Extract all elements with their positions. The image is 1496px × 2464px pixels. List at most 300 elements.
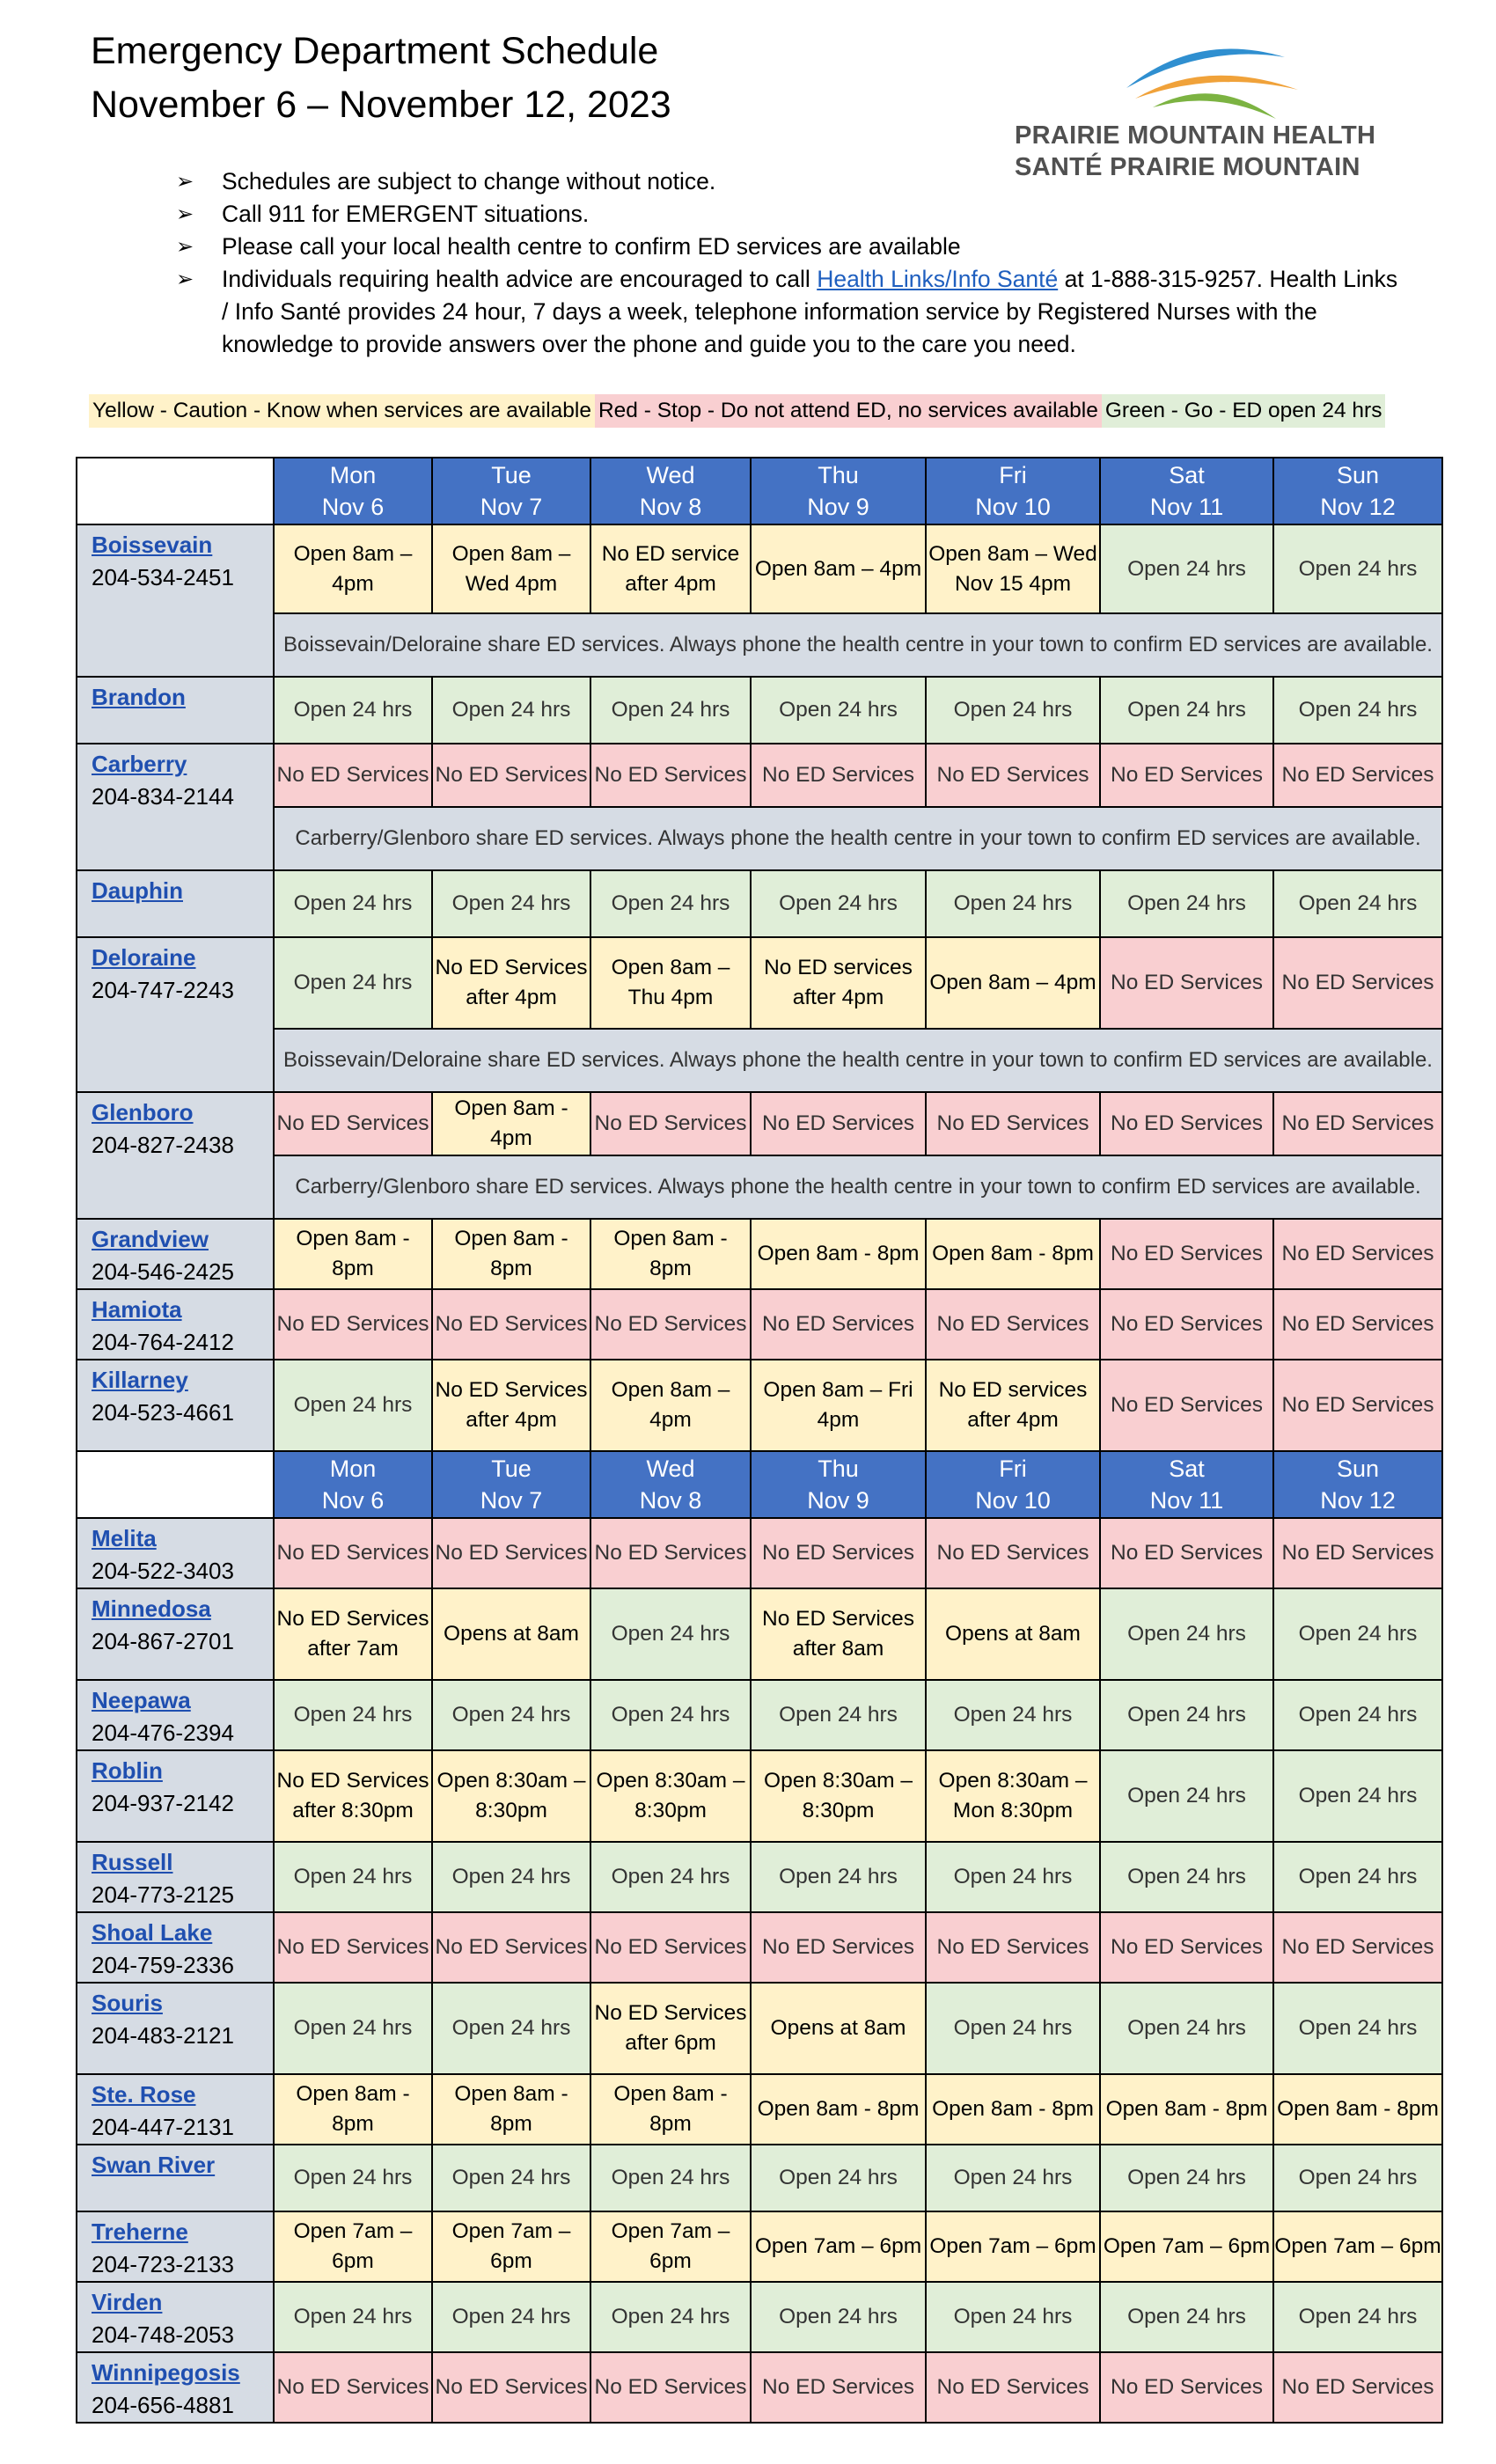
schedule-cell: Open 24 hrs	[751, 1842, 926, 1912]
location-link-carberry[interactable]: Carberry	[92, 751, 187, 777]
legend-green: Green - Go - ED open 24 hrs	[1102, 394, 1386, 428]
schedule-cell: Open 24 hrs	[1273, 870, 1442, 937]
notice-item: ➢ Please call your local health centre to confirm ED services are available	[176, 231, 1408, 263]
schedule-cell: No ED Services after 8am	[751, 1588, 926, 1680]
shared-services-note: Boissevain/Deloraine share ED services. Always phone the health centre in your town to confirm ED services are available.	[274, 613, 1442, 677]
location-cell	[77, 2074, 274, 2145]
schedule-cell: Open 24 hrs	[274, 1360, 432, 1451]
schedule-cell: No ED Services	[1100, 2352, 1273, 2423]
location-cell	[77, 1842, 274, 1912]
location-phone: 204-447-2131	[92, 2114, 234, 2140]
location-row-brandon	[77, 677, 1442, 744]
location-row-souris	[77, 1983, 1442, 2074]
day-header-wed	[590, 458, 751, 524]
schedule-cell: Open 24 hrs	[432, 870, 590, 937]
schedule-cell: No ED Services	[1273, 1518, 1442, 1588]
schedule-cell: Open 8am – Wed 4pm	[432, 524, 590, 613]
schedule-cell: No ED Services	[751, 1289, 926, 1360]
location-cell	[77, 524, 274, 677]
schedule-cell: No ED Services	[274, 1092, 432, 1155]
schedule-cell: Open 8am – Wed Nov 15 4pm	[926, 524, 1100, 613]
schedule-cell: Open 24 hrs	[751, 677, 926, 744]
location-cell	[77, 1219, 274, 1289]
schedule-cell: Open 8am - 8pm	[1273, 2074, 1442, 2145]
schedule-cell: No ED Services	[590, 744, 751, 807]
schedule-cell: Open 24 hrs	[432, 2145, 590, 2211]
day-date: Nov 7	[480, 494, 543, 520]
day-header-row	[77, 458, 1442, 524]
notice-list	[176, 165, 1408, 361]
schedule-cell: Open 24 hrs	[926, 1842, 1100, 1912]
schedule-cell: Open 7am – 6pm	[274, 2211, 432, 2282]
schedule-cell: No ED Services after 4pm	[432, 937, 590, 1029]
notice-item: ➢ Call 911 for EMERGENT situations.	[176, 198, 1408, 231]
location-row-winnipegosis	[77, 2352, 1442, 2423]
day-name: Mon	[329, 462, 377, 488]
schedule-cell: Open 24 hrs	[590, 870, 751, 937]
shared-services-row	[77, 613, 1442, 677]
day-name: Thu	[818, 1456, 859, 1482]
day-header-fri	[926, 458, 1100, 524]
location-link-roblin[interactable]: Roblin	[92, 1757, 163, 1784]
day-name: Tue	[491, 1456, 532, 1482]
header-blank-cell	[77, 1451, 274, 1518]
schedule-cell: Open 24 hrs	[1273, 1588, 1442, 1680]
day-header-sun	[1273, 1451, 1442, 1518]
schedule-cell: Open 24 hrs	[432, 1983, 590, 2074]
day-header-sat	[1100, 1451, 1273, 1518]
schedule-cell: Open 24 hrs	[926, 2282, 1100, 2352]
day-date: Nov 6	[321, 494, 385, 520]
schedule-cell: Open 24 hrs	[1273, 1750, 1442, 1842]
schedule-cell: Open 8am - 8pm	[432, 1219, 590, 1289]
schedule-cell: Open 24 hrs	[1100, 870, 1273, 937]
schedule-cell: No ED Services	[1273, 1912, 1442, 1983]
schedule-cell: Open 24 hrs	[751, 870, 926, 937]
schedule-cell: Open 8am - 8pm	[1100, 2074, 1273, 2145]
schedule-cell: Open 8:30am – 8:30pm	[590, 1750, 751, 1842]
location-cell	[77, 937, 274, 1092]
schedule-cell: Open 7am – 6pm	[751, 2211, 926, 2282]
schedule-cell: No ED Services	[751, 1092, 926, 1155]
location-phone: 204-773-2125	[92, 1881, 234, 1908]
day-header-sat	[1100, 458, 1273, 524]
schedule-cell: Open 8am – 4pm	[590, 1360, 751, 1451]
schedule-cell: Open 8am - 8pm	[432, 2074, 590, 2145]
arrow-bullet-icon: ➢	[176, 170, 194, 194]
schedule-cell: Open 24 hrs	[1100, 2145, 1273, 2211]
title-line-1: Emergency Department Schedule	[91, 30, 659, 72]
location-cell	[77, 1360, 274, 1451]
location-link-minnedosa[interactable]: Minnedosa	[92, 1595, 211, 1622]
location-row-boissevain	[77, 524, 1442, 613]
schedule-cell: No ED Services after 7am	[274, 1588, 432, 1680]
schedule-cell: Open 24 hrs	[1100, 1983, 1273, 2074]
schedule-cell: No ED Services	[432, 1518, 590, 1588]
schedule-cell: No ED Services	[590, 1289, 751, 1360]
location-row-neepawa	[77, 1680, 1442, 1750]
location-link-dauphin[interactable]: Dauphin	[92, 877, 183, 904]
location-cell	[77, 870, 274, 937]
location-link-killarney[interactable]: Killarney	[92, 1367, 188, 1393]
schedule-cell: Open 8am - 4pm	[432, 1092, 590, 1155]
schedule-cell: Opens at 8am	[432, 1588, 590, 1680]
schedule-cell: Open 24 hrs	[926, 870, 1100, 937]
schedule-cell: Opens at 8am	[751, 1983, 926, 2074]
schedule-cell: Open 24 hrs	[274, 937, 432, 1029]
schedule-cell: No ED Services	[926, 2352, 1100, 2423]
schedule-cell: No ED Services	[432, 2352, 590, 2423]
day-name: Sun	[1336, 462, 1380, 488]
schedule-cell: No ED Services	[432, 1289, 590, 1360]
day-date: Nov 6	[321, 1487, 385, 1514]
location-link-grandview[interactable]: Grandview	[92, 1226, 209, 1252]
location-link-hamiota[interactable]: Hamiota	[92, 1296, 182, 1323]
schedule-cell: Open 8am - 8pm	[274, 1219, 432, 1289]
schedule-cell: Open 24 hrs	[1100, 1842, 1273, 1912]
schedule-cell: No ED Services	[274, 744, 432, 807]
schedule-cell: Open 24 hrs	[590, 1588, 751, 1680]
schedule-cell: Open 24 hrs	[1273, 677, 1442, 744]
location-cell	[77, 1912, 274, 1983]
location-row-carberry	[77, 744, 1442, 807]
schedule-cell: Open 24 hrs	[432, 677, 590, 744]
location-link-russell[interactable]: Russell	[92, 1849, 173, 1875]
shared-services-row	[77, 1029, 1442, 1092]
schedule-cell: Open 24 hrs	[274, 1680, 432, 1750]
location-cell	[77, 1588, 274, 1680]
schedule-cell: Open 24 hrs	[1100, 2282, 1273, 2352]
location-link-melita[interactable]: Melita	[92, 1525, 157, 1551]
schedule-cell: Open 24 hrs	[590, 1842, 751, 1912]
schedule-cell: Open 24 hrs	[1273, 1680, 1442, 1750]
schedule-cell: No ED Services	[926, 744, 1100, 807]
location-cell	[77, 744, 274, 870]
day-date: Nov 11	[1149, 1487, 1224, 1514]
schedule-cell: No ED Services	[1273, 937, 1442, 1029]
schedule-cell: No ED Services	[274, 1289, 432, 1360]
schedule-cell: Open 8am – Thu 4pm	[590, 937, 751, 1029]
schedule-cell: Open 8am - 8pm	[926, 2074, 1100, 2145]
location-row-glenboro	[77, 1092, 1442, 1155]
schedule-cell: Open 24 hrs	[1273, 524, 1442, 613]
schedule-cell: Open 8:30am – 8:30pm	[751, 1750, 926, 1842]
day-header-mon	[274, 458, 432, 524]
day-date: Nov 7	[480, 1487, 543, 1514]
header-blank-cell	[77, 458, 274, 524]
schedule-cell: No ED Services	[1100, 1360, 1273, 1451]
schedule-cell: Open 24 hrs	[1100, 1750, 1273, 1842]
location-link-treherne[interactable]: Treherne	[92, 2218, 188, 2245]
schedule-cell: Open 7am – 6pm	[1273, 2211, 1442, 2282]
day-date: Nov 11	[1149, 494, 1224, 520]
schedule-cell: Open 24 hrs	[432, 1842, 590, 1912]
schedule-cell: Open 24 hrs	[926, 1680, 1100, 1750]
location-cell	[77, 2145, 274, 2211]
location-phone: 204-747-2243	[92, 977, 234, 1003]
schedule-cell: Open 24 hrs	[590, 2282, 751, 2352]
schedule-cell: Open 24 hrs	[1100, 524, 1273, 613]
schedule-cell: Open 24 hrs	[590, 1680, 751, 1750]
location-phone: 204-764-2412	[92, 1329, 234, 1355]
notice-item: ➢ Schedules are subject to change without notice.	[176, 165, 1408, 198]
shared-services-row	[77, 1155, 1442, 1219]
schedule-cell: Open 24 hrs	[1273, 2145, 1442, 2211]
title-line-2: November 6 – November 12, 2023	[91, 84, 671, 126]
location-phone: 204-759-2336	[92, 1952, 234, 1978]
day-name: Fri	[999, 1456, 1027, 1482]
location-phone: 204-546-2425	[92, 1258, 234, 1285]
location-cell	[77, 677, 274, 744]
day-date: Nov 9	[807, 494, 869, 520]
schedule-cell: Open 8:30am – 8:30pm	[432, 1750, 590, 1842]
schedule-cell: No ED Services	[274, 1518, 432, 1588]
location-phone: 204-522-3403	[92, 1558, 234, 1584]
location-link-neepawa[interactable]: Neepawa	[92, 1687, 191, 1713]
schedule-cell: Open 24 hrs	[1273, 1983, 1442, 2074]
location-row-russell	[77, 1842, 1442, 1912]
schedule-cell: Open 8am – 4pm	[926, 937, 1100, 1029]
location-link-glenboro[interactable]: Glenboro	[92, 1099, 194, 1126]
schedule-cell: Open 24 hrs	[590, 677, 751, 744]
schedule-cell: Open 8am - 8pm	[926, 1219, 1100, 1289]
schedule-cell: No ED Services	[1273, 744, 1442, 807]
schedule-cell: Open 8am – 4pm	[751, 524, 926, 613]
health-links-link[interactable]: Health Links/Info Santé	[817, 266, 1059, 292]
schedule-cell: Open 24 hrs	[274, 870, 432, 937]
location-row-roblin	[77, 1750, 1442, 1842]
location-phone: 204-867-2701	[92, 1628, 234, 1654]
schedule-cell: Open 24 hrs	[751, 2282, 926, 2352]
day-date: Nov 8	[639, 1487, 702, 1514]
schedule-cell: Open 8am - 8pm	[274, 2074, 432, 2145]
day-header-mon	[274, 1451, 432, 1518]
legend-yellow: Yellow - Caution - Know when services are available	[89, 394, 595, 428]
location-link-boissevain[interactable]: Boissevain	[92, 532, 213, 558]
schedule-cell: No ED Services	[926, 1092, 1100, 1155]
schedule-cell: Open 24 hrs	[1273, 2282, 1442, 2352]
shared-services-note: Boissevain/Deloraine share ED services. Always phone the health centre in your town to confirm ED services are available.	[274, 1029, 1442, 1092]
schedule-cell: Open 7am – 6pm	[1100, 2211, 1273, 2282]
day-name: Sat	[1169, 462, 1205, 488]
location-row-shoal-lake	[77, 1912, 1442, 1983]
location-cell	[77, 2211, 274, 2282]
schedule-cell: No ED Services	[432, 744, 590, 807]
schedule-cell: No ED Services	[926, 1518, 1100, 1588]
schedule-cell: Open 24 hrs	[1100, 677, 1273, 744]
location-cell	[77, 1518, 274, 1588]
schedule-cell: No ED Services	[1273, 2352, 1442, 2423]
schedule-cell: Open 24 hrs	[1100, 1588, 1273, 1680]
schedule-cell: No ED Services	[590, 1518, 751, 1588]
day-header-fri	[926, 1451, 1100, 1518]
day-header-tue	[432, 1451, 590, 1518]
location-row-virden	[77, 2282, 1442, 2352]
day-header-thu	[751, 1451, 926, 1518]
schedule-cell: Open 8am - 8pm	[751, 2074, 926, 2145]
day-name: Wed	[646, 462, 695, 488]
day-name: Wed	[646, 1456, 695, 1482]
schedule-cell: Open 24 hrs	[926, 1983, 1100, 2074]
schedule-cell: No ED Services	[1273, 1092, 1442, 1155]
schedule-cell: No ED Services	[590, 1092, 751, 1155]
location-link-swan-river[interactable]: Swan River	[92, 2152, 216, 2178]
schedule-cell: Open 8am - 8pm	[751, 1219, 926, 1289]
schedule-cell: No ED Services	[1273, 1219, 1442, 1289]
arrow-bullet-icon: ➢	[176, 202, 194, 226]
location-phone: 204-834-2144	[92, 783, 234, 810]
schedule-cell: Open 24 hrs	[274, 677, 432, 744]
schedule-cell: Open 24 hrs	[274, 2282, 432, 2352]
day-name: Mon	[329, 1456, 377, 1482]
schedule-cell: Open 7am – 6pm	[590, 2211, 751, 2282]
schedule-cell: No ED service after 4pm	[590, 524, 751, 613]
location-phone: 204-937-2142	[92, 1790, 234, 1816]
schedule-cell: No ED Services	[751, 1518, 926, 1588]
location-cell	[77, 1983, 274, 2074]
day-date: Nov 12	[1320, 1487, 1396, 1514]
location-phone: 204-748-2053	[92, 2321, 234, 2348]
arrow-bullet-icon: ➢	[176, 268, 194, 291]
location-phone: 204-656-4881	[92, 2392, 234, 2418]
schedule-cell: No ED services after 4pm	[926, 1360, 1100, 1451]
schedule-cell: Open 24 hrs	[432, 1680, 590, 1750]
day-date: Nov 9	[807, 1487, 869, 1514]
location-link-deloraine[interactable]: Deloraine	[92, 944, 196, 971]
day-header-tue	[432, 458, 590, 524]
location-link-ste-rose[interactable]: Ste. Rose	[92, 2081, 196, 2108]
location-cell	[77, 1750, 274, 1842]
arrow-bullet-icon: ➢	[176, 235, 194, 259]
location-row-grandview	[77, 1219, 1442, 1289]
day-name: Thu	[818, 462, 859, 488]
schedule-cell: Open 24 hrs	[274, 1983, 432, 2074]
day-date: Nov 12	[1320, 494, 1396, 520]
schedule-cell: Open 24 hrs	[274, 1842, 432, 1912]
location-cell	[77, 1289, 274, 1360]
logo-text-english: PRAIRIE MOUNTAIN HEALTH	[1015, 121, 1376, 150]
schedule-cell: No ED Services after 8:30pm	[274, 1750, 432, 1842]
schedule-cell: Open 24 hrs	[751, 1680, 926, 1750]
location-row-melita	[77, 1518, 1442, 1588]
location-row-ste-rose	[77, 2074, 1442, 2145]
schedule-cell: Open 24 hrs	[926, 2145, 1100, 2211]
schedule-cell: No ED Services	[274, 2352, 432, 2423]
location-phone: 204-827-2438	[92, 1132, 234, 1158]
logo-swoosh-icon	[1100, 35, 1311, 123]
location-link-brandon[interactable]: Brandon	[92, 684, 186, 710]
location-phone: 204-523-4661	[92, 1399, 234, 1426]
shared-services-note: Carberry/Glenboro share ED services. Always phone the health centre in your town to confirm ED services are available.	[274, 1155, 1442, 1219]
schedule-cell: Open 8am - 8pm	[590, 1219, 751, 1289]
schedule-cell: Open 24 hrs	[590, 2145, 751, 2211]
location-row-swan-river	[77, 2145, 1442, 2211]
logo-text-french: SANTÉ PRAIRIE MOUNTAIN	[1015, 153, 1360, 181]
schedule-cell: No ED Services	[590, 2352, 751, 2423]
day-name: Fri	[999, 462, 1027, 488]
schedule-cell: No ED Services	[274, 1912, 432, 1983]
location-row-deloraine	[77, 937, 1442, 1029]
schedule-cell: No ED Services after 6pm	[590, 1983, 751, 2074]
schedule-cell: Open 24 hrs	[432, 2282, 590, 2352]
notice-item: ➢ Individuals requiring health advice are encouraged to call Health Links/Info Santé at 1-888-315-9257. Health Links / Info Santé provides 24 hour, 7 days a week, telephone information service by Registered Nurses with the knowledge to provide answers over the phone and guide you to the care you need.	[176, 263, 1408, 361]
schedule-cell: Open 8am - 8pm	[590, 2074, 751, 2145]
day-date: Nov 10	[975, 494, 1051, 520]
day-date: Nov 10	[975, 1487, 1051, 1514]
location-phone: 204-483-2121	[92, 2022, 234, 2049]
location-link-virden[interactable]: Virden	[92, 2289, 163, 2315]
location-phone: 204-534-2451	[92, 564, 234, 590]
location-link-shoal-lake[interactable]: Shoal Lake	[92, 1919, 213, 1946]
day-header-thu	[751, 458, 926, 524]
location-link-souris[interactable]: Souris	[92, 1990, 163, 2016]
schedule-cell: No ED Services	[1100, 1289, 1273, 1360]
schedule-cell: No ED Services	[1100, 1219, 1273, 1289]
schedule-cell: No ED Services	[751, 2352, 926, 2423]
schedule-cell: No ED Services	[1100, 937, 1273, 1029]
schedule-cell: Open 8:30am – Mon 8:30pm	[926, 1750, 1100, 1842]
day-date: Nov 8	[639, 494, 702, 520]
shared-services-note: Carberry/Glenboro share ED services. Always phone the health centre in your town to confirm ED services are available.	[274, 807, 1442, 870]
day-header-sun	[1273, 458, 1442, 524]
schedule-cell: No ED Services	[1100, 1518, 1273, 1588]
schedule-cell: Open 24 hrs	[1100, 1680, 1273, 1750]
schedule-cell: Open 24 hrs	[1273, 1842, 1442, 1912]
schedule-cell: Open 7am – 6pm	[926, 2211, 1100, 2282]
day-name: Sun	[1336, 1456, 1380, 1482]
day-header-row	[77, 1451, 1442, 1518]
location-link-winnipegosis[interactable]: Winnipegosis	[92, 2359, 240, 2386]
location-cell	[77, 2352, 274, 2423]
schedule-cell: No ED services after 4pm	[751, 937, 926, 1029]
schedule-cell: Open 24 hrs	[751, 2145, 926, 2211]
location-row-minnedosa	[77, 1588, 1442, 1680]
schedule-cell: No ED Services	[432, 1912, 590, 1983]
schedule-table	[76, 457, 1443, 2424]
schedule-cell: Open 8am – Fri 4pm	[751, 1360, 926, 1451]
schedule-cell: Open 7am – 6pm	[432, 2211, 590, 2282]
schedule-cell: Opens at 8am	[926, 1588, 1100, 1680]
location-row-treherne	[77, 2211, 1442, 2282]
location-phone: 204-723-2133	[92, 2251, 234, 2277]
color-legend	[89, 394, 1385, 428]
location-row-dauphin	[77, 870, 1442, 937]
day-header-wed	[590, 1451, 751, 1518]
schedule-cell: No ED Services	[751, 744, 926, 807]
location-cell	[77, 1092, 274, 1219]
schedule-cell: No ED Services	[1100, 744, 1273, 807]
schedule-cell: No ED Services	[926, 1289, 1100, 1360]
day-name: Tue	[491, 462, 532, 488]
page-title	[91, 25, 671, 132]
schedule-cell: No ED Services	[590, 1912, 751, 1983]
location-cell	[77, 1680, 274, 1750]
location-row-killarney	[77, 1360, 1442, 1451]
schedule-cell: No ED Services	[751, 1912, 926, 1983]
schedule-cell: Open 24 hrs	[926, 677, 1100, 744]
day-name: Sat	[1169, 1456, 1205, 1482]
location-cell	[77, 2282, 274, 2352]
location-row-hamiota	[77, 1289, 1442, 1360]
schedule-cell: No ED Services	[926, 1912, 1100, 1983]
schedule-cell: No ED Services	[1273, 1360, 1442, 1451]
schedule-cell: No ED Services	[1273, 1289, 1442, 1360]
schedule-cell: No ED Services after 4pm	[432, 1360, 590, 1451]
location-phone: 204-476-2394	[92, 1720, 234, 1746]
schedule-cell: No ED Services	[1100, 1912, 1273, 1983]
legend-red: Red - Stop - Do not attend ED, no services available	[595, 394, 1102, 428]
schedule-cell: No ED Services	[1100, 1092, 1273, 1155]
